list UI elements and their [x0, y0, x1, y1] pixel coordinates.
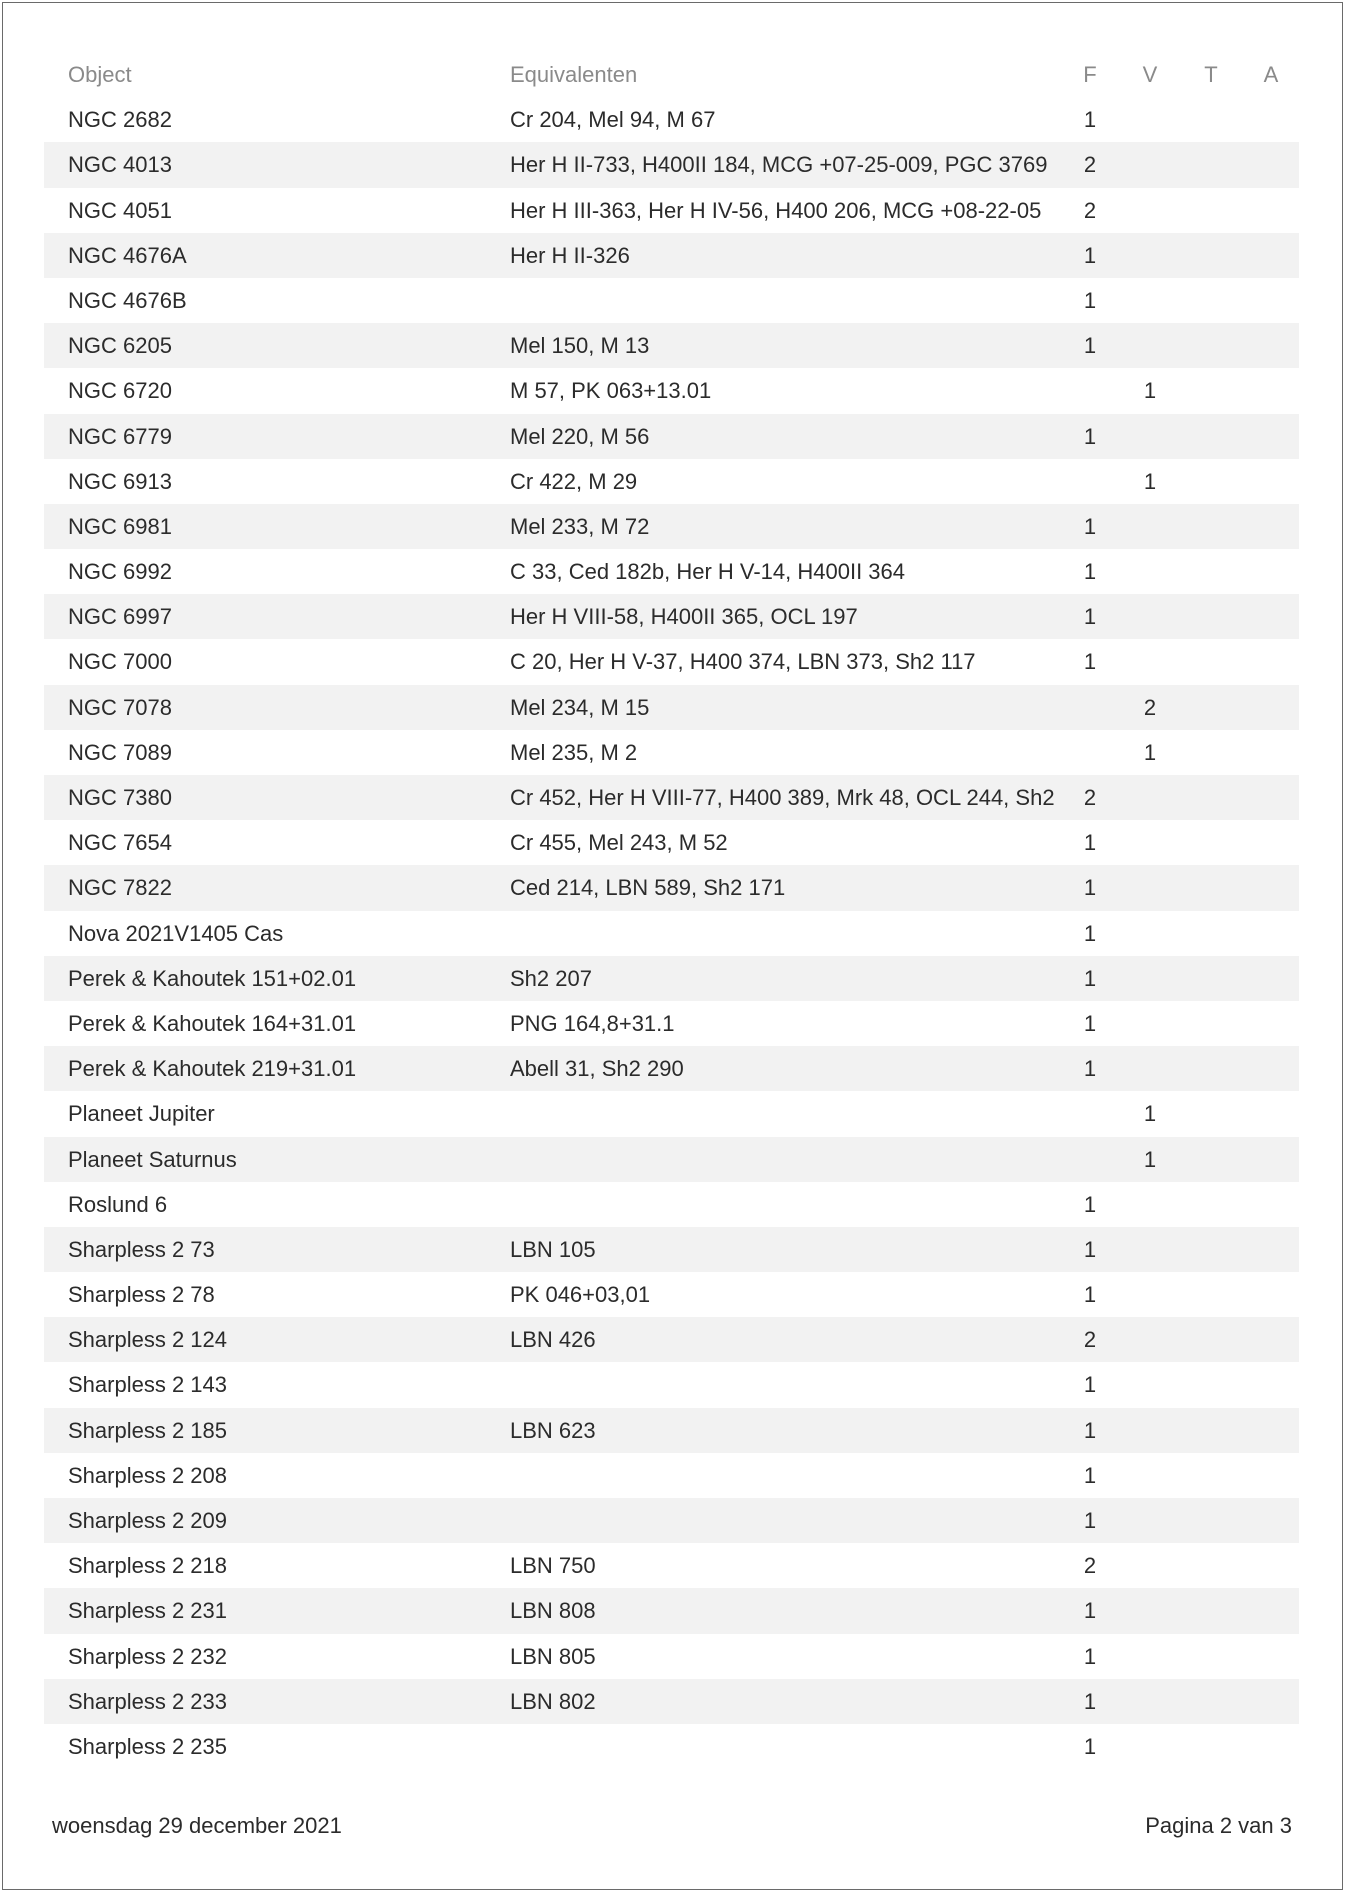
- cell-a: [1261, 820, 1281, 865]
- table-row: [44, 1272, 1299, 1317]
- cell-a: [1261, 1046, 1281, 1091]
- cell-equivalents: PK 046+03,01: [510, 1282, 651, 1308]
- cell-equivalents: LBN 750: [510, 1553, 596, 1579]
- cell-object: NGC 6913: [68, 468, 172, 494]
- cell-equivalents: Her H II-326: [510, 242, 630, 268]
- cell-v: 1: [1143, 468, 1157, 494]
- cell-f: 1: [1083, 1688, 1097, 1714]
- cell-object: NGC 6779: [68, 423, 172, 449]
- cell-equivalents: LBN 808: [510, 1598, 596, 1624]
- cell-f: 1: [1083, 875, 1097, 901]
- cell-v: [1140, 865, 1160, 910]
- cell-a: [1261, 1317, 1281, 1362]
- cell-object: NGC 4051: [68, 197, 172, 223]
- cell-v: [1140, 1543, 1160, 1588]
- cell-v: [1140, 1362, 1160, 1407]
- cell-t: [1201, 820, 1221, 865]
- cell-t: [1201, 775, 1221, 820]
- cell-v: [1140, 97, 1160, 142]
- cell-t: [1201, 730, 1221, 775]
- table-row: [44, 1724, 1299, 1769]
- cell-a: [1261, 278, 1281, 323]
- cell-equivalents: Mel 150, M 13: [510, 333, 650, 359]
- cell-object: Sharpless 2 185: [68, 1417, 227, 1443]
- cell-t: [1201, 233, 1221, 278]
- table-row: [44, 1227, 1299, 1272]
- cell-t: [1201, 1137, 1221, 1182]
- table-row: [44, 956, 1299, 1001]
- cell-object: Roslund 6: [68, 1191, 168, 1217]
- cell-f: 1: [1083, 1010, 1097, 1036]
- cell-object: NGC 7822: [68, 875, 172, 901]
- cell-t: [1201, 956, 1221, 1001]
- cell-f: 1: [1083, 1056, 1097, 1082]
- cell-object: NGC 6205: [68, 333, 172, 359]
- column-header-f: F: [1083, 62, 1097, 87]
- cell-equivalents: PNG 164,8+31.1: [510, 1010, 675, 1036]
- cell-equivalents: LBN 105: [510, 1236, 596, 1262]
- table-row: [44, 1317, 1299, 1362]
- cell-v: [1140, 1046, 1160, 1091]
- cell-v: [1140, 1453, 1160, 1498]
- cell-t: [1201, 594, 1221, 639]
- cell-f: [1080, 368, 1100, 413]
- cell-t: [1201, 97, 1221, 142]
- cell-a: [1261, 368, 1281, 413]
- cell-f: 1: [1083, 965, 1097, 991]
- cell-a: [1261, 1182, 1281, 1227]
- cell-t: [1201, 1634, 1221, 1679]
- cell-object: Nova 2021V1405 Cas: [68, 920, 284, 946]
- cell-t: [1201, 1362, 1221, 1407]
- cell-a: [1261, 639, 1281, 684]
- cell-a: [1261, 1679, 1281, 1724]
- cell-object: NGC 6992: [68, 559, 172, 585]
- cell-a: [1261, 594, 1281, 639]
- table-row: [44, 685, 1299, 730]
- cell-a: [1261, 1091, 1281, 1136]
- cell-t: [1201, 1317, 1221, 1362]
- cell-object: Perek & Kahoutek 151+02.01: [68, 965, 357, 991]
- cell-t: [1201, 685, 1221, 730]
- footer-page-number: Pagina 2 van 3: [1145, 1813, 1292, 1838]
- cell-v: [1140, 1679, 1160, 1724]
- cell-a: [1261, 865, 1281, 910]
- cell-a: [1261, 142, 1281, 187]
- cell-object: Planeet Jupiter: [68, 1101, 215, 1127]
- cell-a: [1261, 1724, 1281, 1769]
- cell-object: NGC 4013: [68, 152, 172, 178]
- table-row: [44, 97, 1299, 142]
- cell-a: [1261, 730, 1281, 775]
- cell-a: [1261, 775, 1281, 820]
- cell-t: [1201, 1543, 1221, 1588]
- table-row: [44, 1634, 1299, 1679]
- cell-v: [1140, 1634, 1160, 1679]
- cell-v: [1140, 323, 1160, 368]
- cell-t: [1201, 865, 1221, 910]
- cell-a: [1261, 459, 1281, 504]
- cell-f: 1: [1083, 1372, 1097, 1398]
- cell-v: 1: [1143, 1101, 1157, 1127]
- table-row: [44, 1453, 1299, 1498]
- cell-equivalents: Mel 220, M 56: [510, 423, 650, 449]
- table-row: [44, 730, 1299, 775]
- cell-object: Sharpless 2 143: [68, 1372, 227, 1398]
- cell-v: [1140, 639, 1160, 684]
- cell-v: [1140, 594, 1160, 639]
- cell-object: Sharpless 2 124: [68, 1327, 227, 1353]
- cell-a: [1261, 1588, 1281, 1633]
- cell-equivalents: Mel 233, M 72: [510, 513, 650, 539]
- cell-equivalents: Cr 452, Her H VIII-77, H400 389, Mrk 48, OCL 244, Sh2: [510, 785, 1055, 810]
- table-row: [44, 414, 1299, 459]
- cell-object: NGC 6720: [68, 378, 172, 404]
- cell-equivalents: Mel 235, M 2: [510, 739, 638, 765]
- column-header-t: T: [1204, 62, 1218, 87]
- cell-f: 1: [1083, 649, 1097, 675]
- table-row: [44, 1182, 1299, 1227]
- column-header-equivalents: Equivalenten: [510, 62, 638, 87]
- table-row: [44, 1408, 1299, 1453]
- cell-equivalents: Her H II-733, H400II 184, MCG +07-25-009, PGC 3769: [510, 152, 1048, 178]
- cell-t: [1201, 911, 1221, 956]
- cell-a: [1261, 233, 1281, 278]
- observations-table: [44, 52, 1299, 1769]
- cell-equivalents: LBN 805: [510, 1643, 596, 1669]
- cell-object: NGC 2682: [68, 107, 172, 133]
- cell-a: [1261, 1634, 1281, 1679]
- cell-t: [1201, 188, 1221, 233]
- cell-equivalents: Cr 455, Mel 243, M 52: [510, 830, 728, 856]
- column-header-a: A: [1263, 62, 1279, 87]
- cell-f: 1: [1083, 1417, 1097, 1443]
- cell-object: NGC 7000: [68, 649, 172, 675]
- cell-f: 1: [1083, 423, 1097, 449]
- cell-f: 1: [1083, 513, 1097, 539]
- cell-f: 2: [1083, 785, 1097, 810]
- cell-f: 1: [1083, 107, 1097, 133]
- cell-equivalents: Her H III-363, Her H IV-56, H400 206, MCG +08-22-05: [510, 197, 1042, 223]
- cell-f: 1: [1083, 1733, 1097, 1759]
- cell-object: NGC 7078: [68, 694, 172, 720]
- cell-v: [1140, 911, 1160, 956]
- cell-object: Planeet Saturnus: [68, 1146, 237, 1172]
- cell-a: [1261, 1543, 1281, 1588]
- cell-v: 1: [1143, 1146, 1157, 1172]
- cell-equivalents: Abell 31, Sh2 290: [510, 1056, 684, 1082]
- table-row: [44, 233, 1299, 278]
- table-row: [44, 639, 1299, 684]
- table-row: [44, 594, 1299, 639]
- cell-f: [1080, 685, 1100, 730]
- table-row: [44, 911, 1299, 956]
- cell-a: [1261, 1362, 1281, 1407]
- cell-t: [1201, 1724, 1221, 1769]
- cell-t: [1201, 323, 1221, 368]
- cell-v: [1140, 775, 1160, 820]
- footer-date: woensdag 29 december 2021: [52, 1813, 342, 1838]
- cell-equivalents: M 57, PK 063+13.01: [510, 378, 712, 404]
- cell-v: [1140, 1272, 1160, 1317]
- cell-f: [1080, 1091, 1100, 1136]
- cell-t: [1201, 639, 1221, 684]
- cell-f: 1: [1083, 920, 1097, 946]
- cell-v: [1140, 1588, 1160, 1633]
- cell-f: 1: [1083, 1462, 1097, 1488]
- table-row: [44, 1498, 1299, 1543]
- cell-object: NGC 6997: [68, 604, 172, 630]
- table-header-row: [44, 52, 1299, 97]
- table-row: [44, 323, 1299, 368]
- table-row: [44, 368, 1299, 413]
- table-row: [44, 1091, 1299, 1136]
- cell-t: [1201, 1588, 1221, 1633]
- cell-t: [1201, 1408, 1221, 1453]
- cell-equivalents: Ced 214, LBN 589, Sh2 171: [510, 875, 786, 901]
- cell-t: [1201, 1001, 1221, 1046]
- cell-f: [1080, 730, 1100, 775]
- cell-v: [1140, 549, 1160, 594]
- cell-f: 1: [1083, 830, 1097, 856]
- cell-object: Sharpless 2 78: [68, 1282, 215, 1308]
- cell-a: [1261, 414, 1281, 459]
- cell-a: [1261, 97, 1281, 142]
- cell-t: [1201, 368, 1221, 413]
- cell-t: [1201, 1046, 1221, 1091]
- cell-f: 1: [1083, 333, 1097, 359]
- cell-v: [1140, 504, 1160, 549]
- cell-object: Sharpless 2 231: [68, 1598, 227, 1624]
- table-row: [44, 549, 1299, 594]
- table-row: [44, 1046, 1299, 1091]
- table-row: [44, 1137, 1299, 1182]
- cell-f: 1: [1083, 1643, 1097, 1669]
- cell-a: [1261, 1001, 1281, 1046]
- cell-equivalents: Mel 234, M 15: [510, 694, 650, 720]
- cell-f: 1: [1083, 1598, 1097, 1624]
- table-row: [44, 865, 1299, 910]
- cell-a: [1261, 1453, 1281, 1498]
- cell-object: Sharpless 2 233: [68, 1688, 227, 1714]
- cell-t: [1201, 459, 1221, 504]
- cell-v: [1140, 188, 1160, 233]
- cell-t: [1201, 1182, 1221, 1227]
- cell-object: NGC 7654: [68, 830, 172, 856]
- cell-v: [1140, 414, 1160, 459]
- cell-f: 1: [1083, 242, 1097, 268]
- table-row: [44, 188, 1299, 233]
- cell-f: [1080, 1137, 1100, 1182]
- cell-f: [1080, 459, 1100, 504]
- cell-f: 2: [1083, 1327, 1097, 1353]
- cell-v: [1140, 278, 1160, 323]
- table-row: [44, 775, 1299, 820]
- cell-f: 1: [1083, 559, 1097, 585]
- cell-equivalents: Sh2 207: [510, 965, 592, 991]
- cell-object: Sharpless 2 235: [68, 1733, 227, 1759]
- cell-object: NGC 7380: [68, 785, 172, 810]
- cell-object: NGC 4676B: [68, 287, 187, 313]
- cell-f: 2: [1083, 152, 1097, 178]
- cell-t: [1201, 1679, 1221, 1724]
- cell-f: 1: [1083, 1191, 1097, 1217]
- cell-v: [1140, 233, 1160, 278]
- cell-equivalents: C 20, Her H V-37, H400 374, LBN 373, Sh2 117: [510, 649, 976, 675]
- table-row: [44, 142, 1299, 187]
- cell-equivalents: Cr 422, M 29: [510, 468, 638, 494]
- cell-f: 2: [1083, 197, 1097, 223]
- column-header-v: V: [1142, 62, 1158, 87]
- table-row: [44, 1679, 1299, 1724]
- cell-v: [1140, 142, 1160, 187]
- cell-f: 1: [1083, 1236, 1097, 1262]
- cell-v: 2: [1143, 694, 1157, 720]
- cell-t: [1201, 142, 1221, 187]
- cell-a: [1261, 1137, 1281, 1182]
- cell-v: [1140, 1317, 1160, 1362]
- cell-v: [1140, 1227, 1160, 1272]
- table-row: [44, 459, 1299, 504]
- cell-a: [1261, 549, 1281, 594]
- cell-object: Sharpless 2 218: [68, 1553, 227, 1579]
- cell-f: 1: [1083, 1508, 1097, 1533]
- cell-object: NGC 4676A: [68, 242, 187, 268]
- cell-v: [1140, 956, 1160, 1001]
- cell-a: [1261, 188, 1281, 233]
- cell-v: [1140, 1408, 1160, 1453]
- cell-a: [1261, 1408, 1281, 1453]
- cell-equivalents: Cr 204, Mel 94, M 67: [510, 107, 716, 133]
- cell-f: 1: [1083, 287, 1097, 313]
- cell-v: [1140, 820, 1160, 865]
- cell-v: [1140, 1724, 1160, 1769]
- cell-a: [1261, 504, 1281, 549]
- cell-object: Perek & Kahoutek 164+31.01: [68, 1010, 357, 1036]
- cell-equivalents: C 33, Ced 182b, Her H V-14, H400II 364: [510, 559, 906, 585]
- cell-t: [1201, 1498, 1221, 1543]
- cell-object: Sharpless 2 73: [68, 1236, 215, 1262]
- cell-t: [1201, 1227, 1221, 1272]
- cell-f: 2: [1083, 1553, 1097, 1579]
- cell-v: [1140, 1498, 1160, 1543]
- cell-equivalents: Her H VIII-58, H400II 365, OCL 197: [510, 604, 858, 630]
- cell-equivalents: LBN 426: [510, 1327, 596, 1353]
- cell-a: [1261, 1498, 1281, 1543]
- cell-f: 1: [1083, 1282, 1097, 1308]
- table-row: [44, 1362, 1299, 1407]
- cell-t: [1201, 1272, 1221, 1317]
- cell-object: Sharpless 2 209: [68, 1508, 227, 1533]
- table-row: [44, 278, 1299, 323]
- table-row: [44, 820, 1299, 865]
- cell-v: 1: [1143, 739, 1157, 765]
- cell-a: [1261, 323, 1281, 368]
- table-row: [44, 504, 1299, 549]
- cell-f: 1: [1083, 604, 1097, 630]
- column-header-object: Object: [68, 62, 132, 87]
- table-row: [44, 1543, 1299, 1588]
- cell-a: [1261, 911, 1281, 956]
- cell-t: [1201, 1091, 1221, 1136]
- table-row: [44, 1588, 1299, 1633]
- cell-a: [1261, 685, 1281, 730]
- cell-object: NGC 6981: [68, 513, 172, 539]
- cell-object: NGC 7089: [68, 739, 172, 765]
- cell-v: [1140, 1001, 1160, 1046]
- cell-a: [1261, 1272, 1281, 1317]
- cell-equivalents: LBN 802: [510, 1688, 596, 1714]
- cell-object: Sharpless 2 232: [68, 1643, 227, 1669]
- cell-t: [1201, 504, 1221, 549]
- cell-equivalents: LBN 623: [510, 1417, 596, 1443]
- cell-t: [1201, 1453, 1221, 1498]
- cell-object: Perek & Kahoutek 219+31.01: [68, 1056, 357, 1082]
- table-row: [44, 1001, 1299, 1046]
- table-body: [44, 97, 1299, 1769]
- cell-t: [1201, 549, 1221, 594]
- cell-v: [1140, 1182, 1160, 1227]
- cell-object: Sharpless 2 208: [68, 1462, 227, 1488]
- cell-t: [1201, 414, 1221, 459]
- cell-v: 1: [1143, 378, 1157, 404]
- cell-t: [1201, 278, 1221, 323]
- cell-a: [1261, 956, 1281, 1001]
- cell-a: [1261, 1227, 1281, 1272]
